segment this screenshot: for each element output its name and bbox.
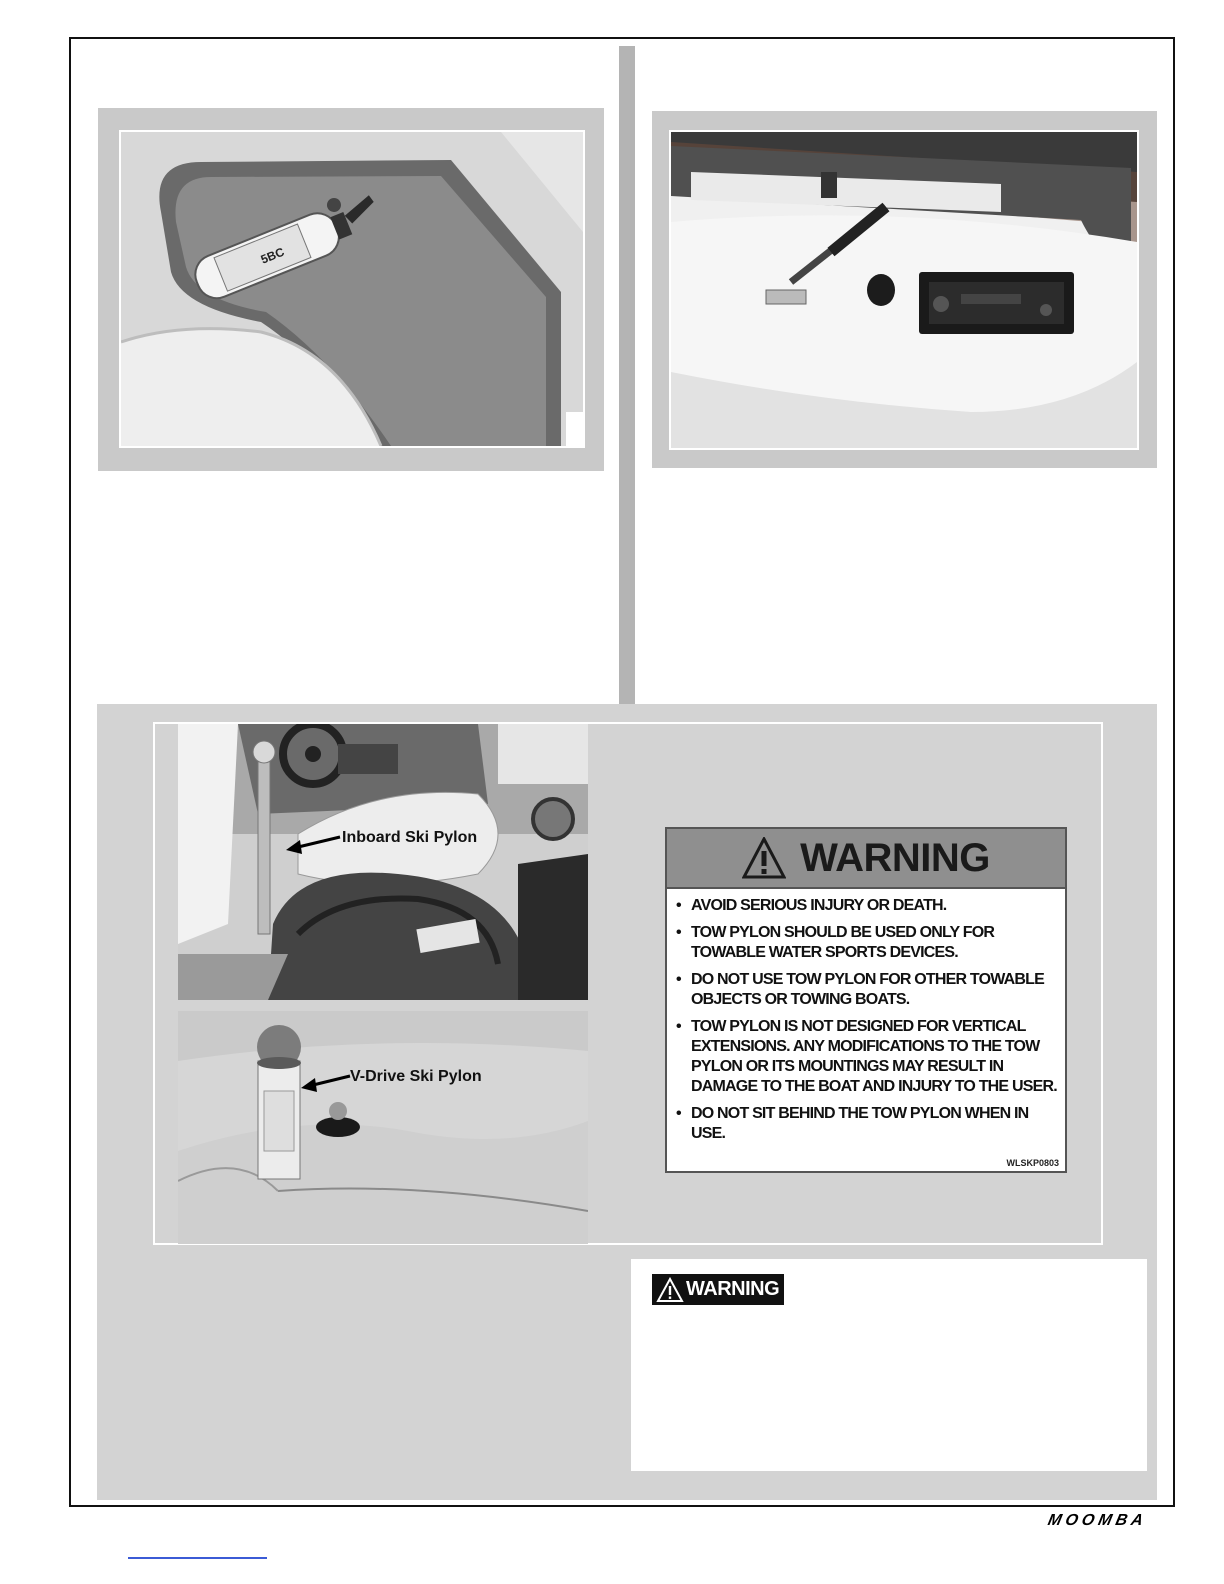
warning-label-title: WARNING (800, 835, 990, 880)
warning-item: • DO NOT SIT BEHIND THE TOW PYLON WHEN IN USE. (675, 1104, 1057, 1144)
vdrive-pylon-photo-art (178, 1011, 588, 1244)
inboard-pylon-photo (178, 724, 588, 1000)
extinguisher-label-text: 5BC (258, 244, 287, 267)
warning-item: • DO NOT USE TOW PYLON FOR OTHER TOWABLE OBJECTS OR TOWING BOATS. (675, 970, 1057, 1010)
warning-tag (652, 1274, 784, 1305)
extinguisher-photo-art (121, 132, 583, 446)
warning-tag-text: WARNING (686, 1278, 780, 1300)
inboard-pylon-callout: Inboard Ski Pylon (342, 829, 478, 846)
warning-item: • TOW PYLON IS NOT DESIGNED FOR VERTICAL EXTENSIONS. ANY MODIFICATIONS TO THE TOW PYLON OR ITS MOUNTINGS MAY RESULT IN DAMAGE TO THE BOAT AND INJURY TO THE USER. (675, 1017, 1057, 1097)
column-divider (619, 46, 635, 706)
warning-label-header (667, 829, 1065, 889)
warning-triangle-icon (742, 837, 786, 879)
footer-link-line (128, 1557, 267, 1559)
warning-tag-icon (656, 1277, 684, 1303)
warning-item: • TOW PYLON SHOULD BE USED ONLY FOR TOWABLE WATER SPORTS DEVICES. (675, 923, 1057, 963)
tow-pylon-warning-label (665, 827, 1067, 1173)
callout-arrows-1 (280, 825, 350, 885)
callout-arrows-2 (295, 1068, 355, 1098)
console-photo-art (671, 132, 1137, 448)
extinguisher-photo (119, 130, 585, 448)
warning-label-code: WLSKP0803 (1006, 1158, 1059, 1168)
vdrive-pylon-callout: V-Drive Ski Pylon (350, 1068, 482, 1085)
console-photo (669, 130, 1139, 450)
warning-label-list (667, 889, 1065, 1144)
warning-item: • AVOID SERIOUS INJURY OR DEATH. (675, 896, 1057, 916)
vdrive-pylon-photo (178, 1011, 588, 1244)
brand-logo: MOOMBA (1046, 1512, 1149, 1529)
inboard-pylon-photo-art (178, 724, 588, 1000)
